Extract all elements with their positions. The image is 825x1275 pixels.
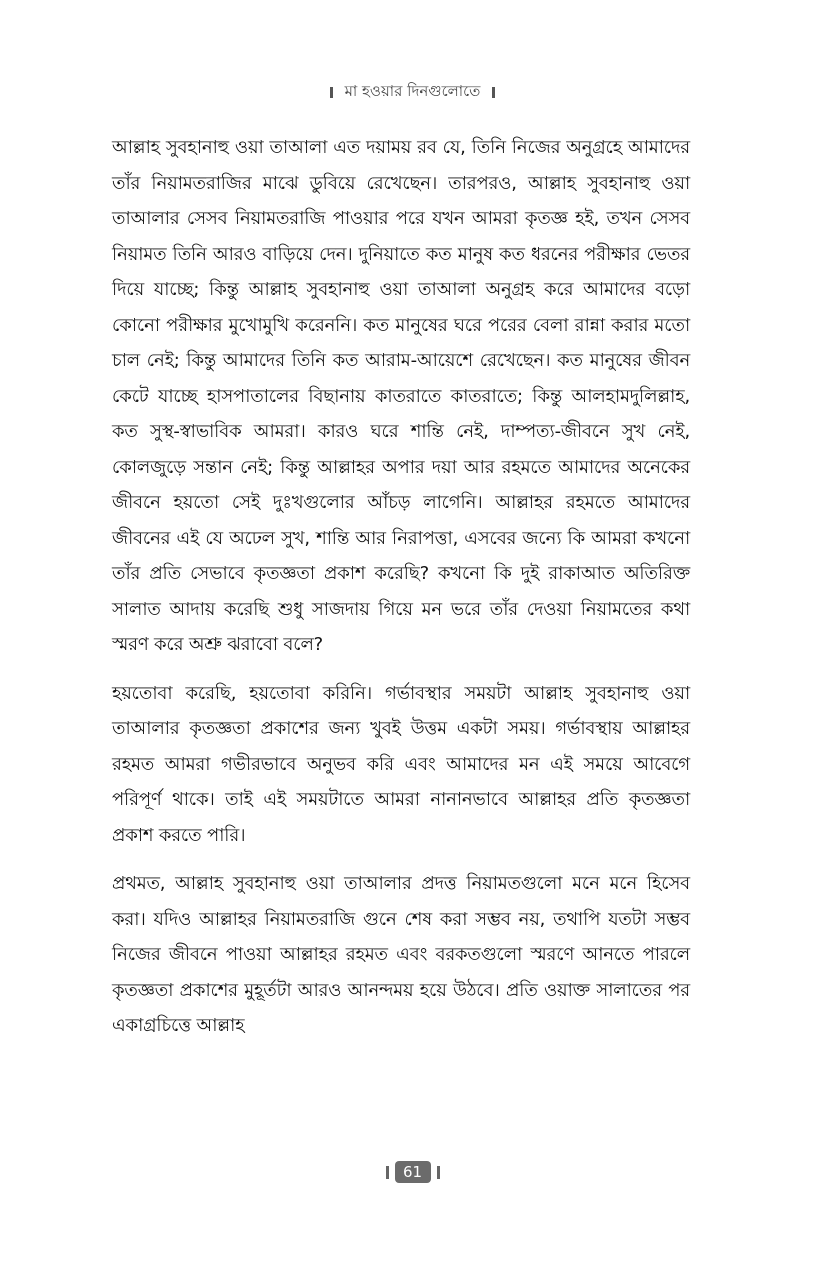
footer-left-ornament	[386, 1166, 389, 1179]
header-left-ornament	[330, 87, 333, 98]
footer-right-ornament	[437, 1166, 440, 1179]
paragraph-1: আল্লাহ সুবহানাহু ওয়া তাআলা এত দয়াময় রব যে, তিনি নিজের অনুগ্রহে আমাদের তাঁর নিয়ামতরাজির মাঝে ডুবিয়ে রেখেছেন। তারপরও, আল্লাহ সুবহানাহু ওয়া তাআলার সেসব নিয়ামতরাজি পাওয়ার পরে যখন আমরা কৃতজ্ঞ হই, তখন সেসব নিয়ামত তিনি আরও বাড়িয়ে দেন। দুনিয়াতে কত মানুষ কত ধরনের পরীক্ষার ভেতর দিয়ে যাচ্ছে; কিন্তু আল্লাহ সুবহানাহু ওয়া তাআলা অনুগ্রহ করে আমাদের বড়ো কোনো পরীক্ষার মুখোমুখি করেননি। কত মানুষের ঘরে পরের বেলা রান্না করার মতো চাল নেই; কিন্তু আমাদের তিনি কত আরাম-আয়েশে রেখেছেন। কত মানুষের জীবন কেটে যাচ্ছে হাসপাতালের বিছানায় কাতরাতে কাতরাতে; কিন্তু আলহামদুলিল্লাহ, কত সুস্থ-স্বাভাবিক আমরা। কারও ঘরে শান্তি নেই, দাম্পত্য-জীবনে সুখ নেই, কোলজুড়ে সন্তান নেই; কিন্তু আল্লাহর অপার দয়া আর রহমতে আমাদের অনেকের জীবনে হয়তো সেই দুঃখগুলোর আঁচড় লাগেনি। আল্লাহর রহমতে আমাদের জীবনের এই যে অঢেল সুখ, শান্তি আর নিরাপত্তা, এসবের জন্যে কি আমরা কখনো তাঁর প্রতি সেভাবে কৃতজ্ঞতা প্রকাশ করেছি? কখনো কি দুই রাকাআত অতিরিক্ত সালাত আদায় করেছি শুধু সাজদায় গিয়ে মন ভরে তাঁর দেওয়া নিয়ামতের কথা স্মরণ করে অশ্রু ঝরাবো বলে?	[112, 137, 690, 655]
paragraph-3: প্রথমত, আল্লাহ সুবহানাহু ওয়া তাআলার প্রদত্ত নিয়ামতগুলো মনে মনে হিসেব করা। যদিও আল্লাহর নিয়ামতরাজি গুনে শেষ করা সম্ভব নয়, তথাপি যতটা সম্ভব নিজের জীবনে পাওয়া আল্লাহর রহমত এবং বরকতগুলো স্মরণে আনতে পারলে কৃতজ্ঞতা প্রকাশের মুহূর্তটা আরও আনন্দময় হয়ে উঠবে। প্রতি ওয়াক্ত সালাতের পর একাগ্রচিত্তে আল্লাহ	[112, 873, 690, 1036]
body-text	[112, 130, 690, 1057]
book-title: মা হওয়ার দিনগুলোতে	[344, 82, 481, 100]
page-number: 61	[395, 1161, 431, 1183]
page-footer	[0, 1161, 825, 1183]
running-header	[0, 80, 825, 105]
paragraph-2: হয়তোবা করেছি, হয়তোবা করিনি। গর্ভাবস্থার সময়টা আল্লাহ সুবহানাহু ওয়া তাআলার কৃতজ্ঞতা প্রকাশের জন্য খুবই উত্তম একটা সময়। গর্ভাবস্থায় আল্লাহর রহমত আমরা গভীরভাবে অনুভব করি এবং আমাদের মন এই সময়ে আবেগে পরিপূর্ণ থাকে। তাই এই সময়টাতে আমরা নানানভাবে আল্লাহর প্রতি কৃতজ্ঞতা প্রকাশ করতে পারি।	[112, 682, 690, 846]
header-right-ornament	[492, 87, 495, 98]
